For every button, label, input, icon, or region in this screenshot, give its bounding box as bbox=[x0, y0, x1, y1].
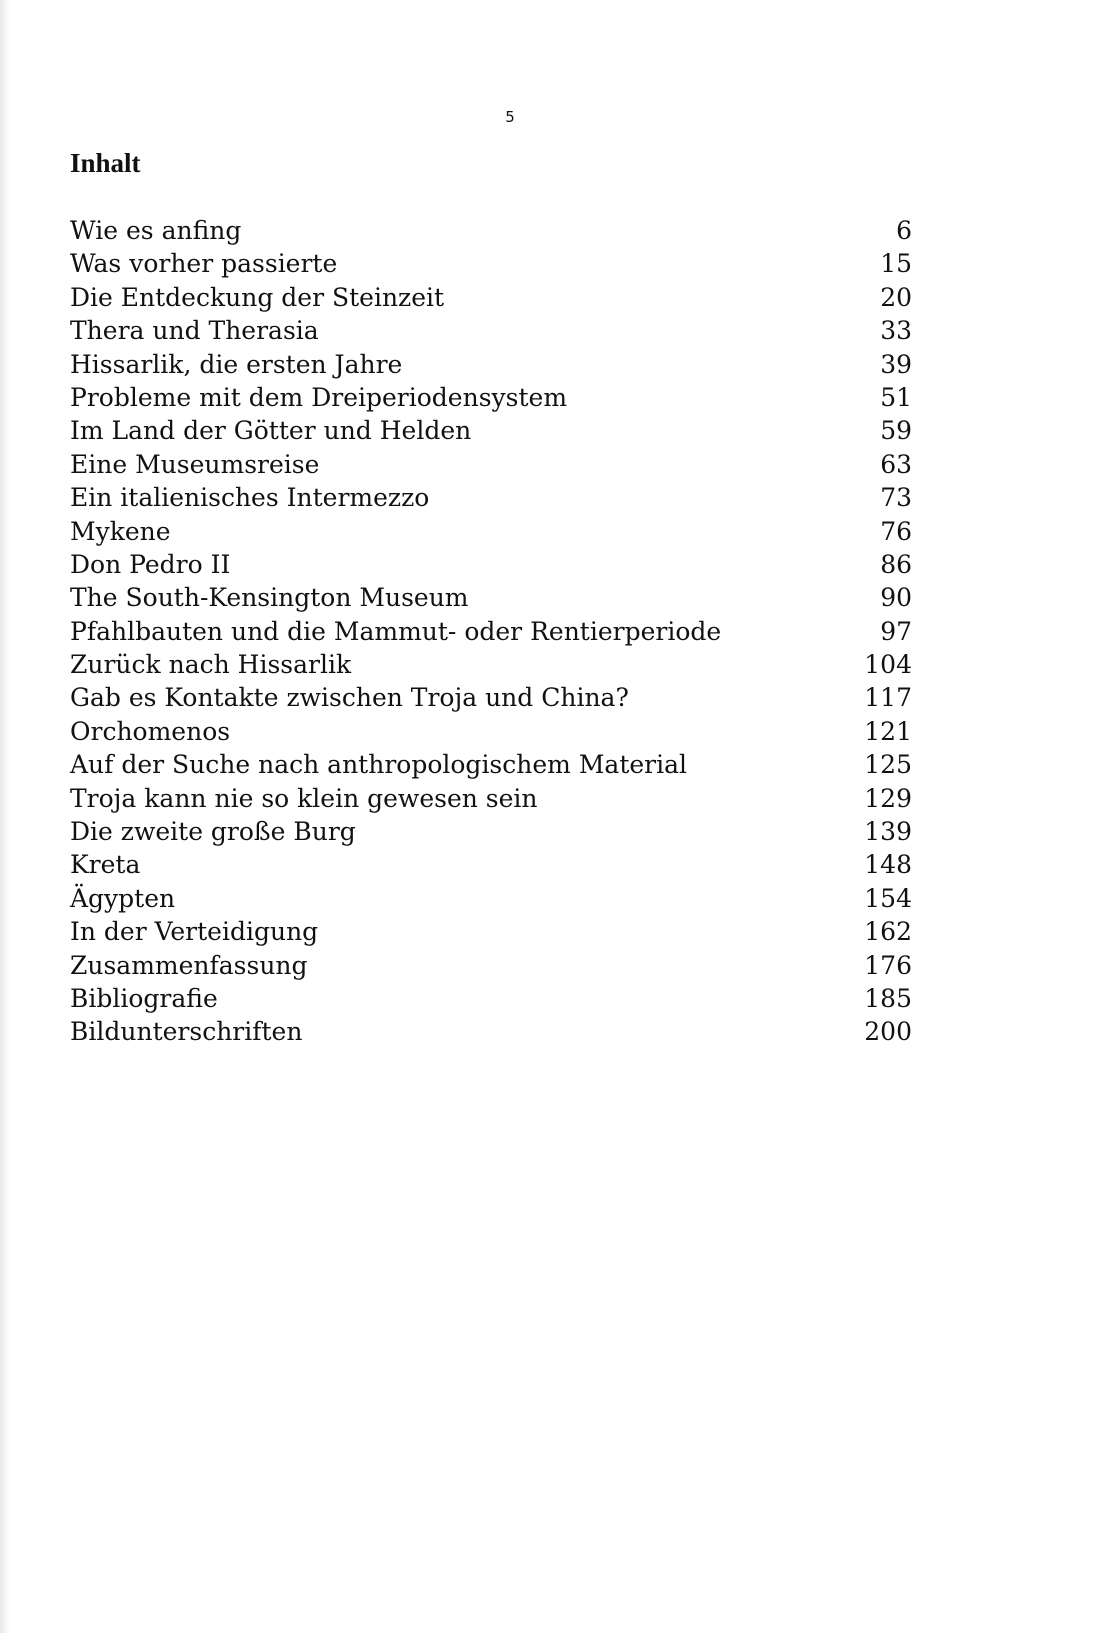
toc-entry-title: Was vorher passierte bbox=[70, 249, 338, 279]
toc-entry bbox=[70, 715, 912, 748]
toc-entry-page-number: 154 bbox=[864, 883, 912, 913]
toc-entry-title: Troja kann nie so klein gewesen sein bbox=[70, 783, 538, 813]
page-title: Inhalt bbox=[70, 148, 141, 178]
toc-entry bbox=[70, 548, 912, 581]
toc-entry-title: Bibliografie bbox=[70, 983, 218, 1013]
toc-entry bbox=[70, 348, 912, 381]
toc-entry-title: Thera und Therasia bbox=[70, 316, 319, 346]
toc-entry-title: The South-Kensington Museum bbox=[70, 583, 469, 613]
toc-entry bbox=[70, 414, 912, 447]
toc-entry bbox=[70, 214, 912, 247]
toc-entry-page-number: 162 bbox=[864, 917, 912, 947]
toc-entry-title: Mykene bbox=[70, 516, 171, 546]
toc-entry bbox=[70, 882, 912, 915]
toc-entry-title: Ägypten bbox=[70, 883, 176, 913]
toc-entry-title: In der Verteidigung bbox=[70, 917, 319, 947]
toc-entry-title: Die zweite große Burg bbox=[70, 817, 356, 847]
toc-entry bbox=[70, 782, 912, 815]
toc-entry-page-number: 117 bbox=[864, 683, 912, 713]
toc-entry-page-number: 200 bbox=[864, 1017, 912, 1047]
toc-entry-title: Auf der Suche nach anthropologischem Material bbox=[70, 750, 688, 780]
table-of-contents bbox=[70, 214, 912, 1049]
page-number: 5 bbox=[505, 108, 515, 126]
toc-entry bbox=[70, 381, 912, 414]
toc-entry-title: Zusammenfassung bbox=[70, 950, 308, 980]
toc-entry-page-number: 104 bbox=[864, 650, 912, 680]
toc-entry bbox=[70, 515, 912, 548]
toc-entry-page-number: 76 bbox=[880, 516, 912, 546]
toc-entry-title: Orchomenos bbox=[70, 716, 231, 746]
toc-entry-page-number: 121 bbox=[864, 716, 912, 746]
toc-entry-page-number: 51 bbox=[880, 382, 912, 412]
toc-entry-page-number: 6 bbox=[896, 216, 912, 245]
toc-entry bbox=[70, 848, 912, 881]
toc-entry bbox=[70, 681, 912, 714]
toc-entry bbox=[70, 815, 912, 848]
toc-entry-page-number: 33 bbox=[880, 316, 912, 346]
toc-entry-page-number: 86 bbox=[880, 549, 912, 579]
toc-entry-page-number: 73 bbox=[880, 483, 912, 513]
toc-entry bbox=[70, 1015, 912, 1048]
toc-entry-title: Die Entdeckung der Steinzeit bbox=[70, 282, 445, 312]
toc-entry-page-number: 59 bbox=[880, 416, 912, 446]
toc-entry-title: Ein italienisches Intermezzo bbox=[70, 483, 430, 513]
toc-entry-page-number: 90 bbox=[880, 583, 912, 613]
toc-entry bbox=[70, 615, 912, 648]
toc-entry-page-number: 20 bbox=[880, 282, 912, 312]
toc-entry-page-number: 185 bbox=[864, 983, 912, 1013]
toc-entry bbox=[70, 448, 912, 481]
toc-entry bbox=[70, 281, 912, 314]
toc-entry-title: Eine Museumsreise bbox=[70, 449, 320, 479]
toc-entry-page-number: 39 bbox=[880, 349, 912, 379]
toc-entry-title: Zurück nach Hissarlik bbox=[70, 650, 352, 680]
toc-entry-title: Bildunterschriften bbox=[70, 1017, 303, 1047]
toc-entry-page-number: 15 bbox=[880, 249, 912, 279]
toc-entry bbox=[70, 982, 912, 1015]
toc-entry bbox=[70, 915, 912, 948]
toc-entry bbox=[70, 314, 912, 347]
toc-entry-title: Kreta bbox=[70, 850, 141, 880]
toc-entry-page-number: 148 bbox=[864, 850, 912, 880]
toc-entry-title: Wie es anfing bbox=[70, 216, 242, 245]
toc-entry-page-number: 97 bbox=[880, 616, 912, 646]
toc-entry bbox=[70, 748, 912, 781]
toc-entry bbox=[70, 581, 912, 614]
toc-entry-title: Hissarlik, die ersten Jahre bbox=[70, 349, 403, 379]
toc-entry bbox=[70, 949, 912, 982]
toc-entry-page-number: 125 bbox=[864, 750, 912, 780]
toc-entry-title: Gab es Kontakte zwischen Troja und China? bbox=[70, 683, 629, 713]
toc-entry-title: Im Land der Götter und Helden bbox=[70, 416, 472, 446]
toc-entry-page-number: 139 bbox=[864, 817, 912, 847]
toc-entry-page-number: 176 bbox=[864, 950, 912, 980]
toc-entry bbox=[70, 247, 912, 280]
toc-entry bbox=[70, 648, 912, 681]
toc-entry-page-number: 63 bbox=[880, 449, 912, 479]
toc-entry-page-number: 129 bbox=[864, 783, 912, 813]
toc-entry-title: Probleme mit dem Dreiperiodensystem bbox=[70, 382, 568, 412]
page-edge-shadow bbox=[0, 0, 10, 1633]
toc-entry-title: Don Pedro II bbox=[70, 549, 231, 579]
toc-entry bbox=[70, 481, 912, 514]
toc-entry-title: Pfahlbauten und die Mammut- oder Rentierperiode bbox=[70, 616, 722, 646]
